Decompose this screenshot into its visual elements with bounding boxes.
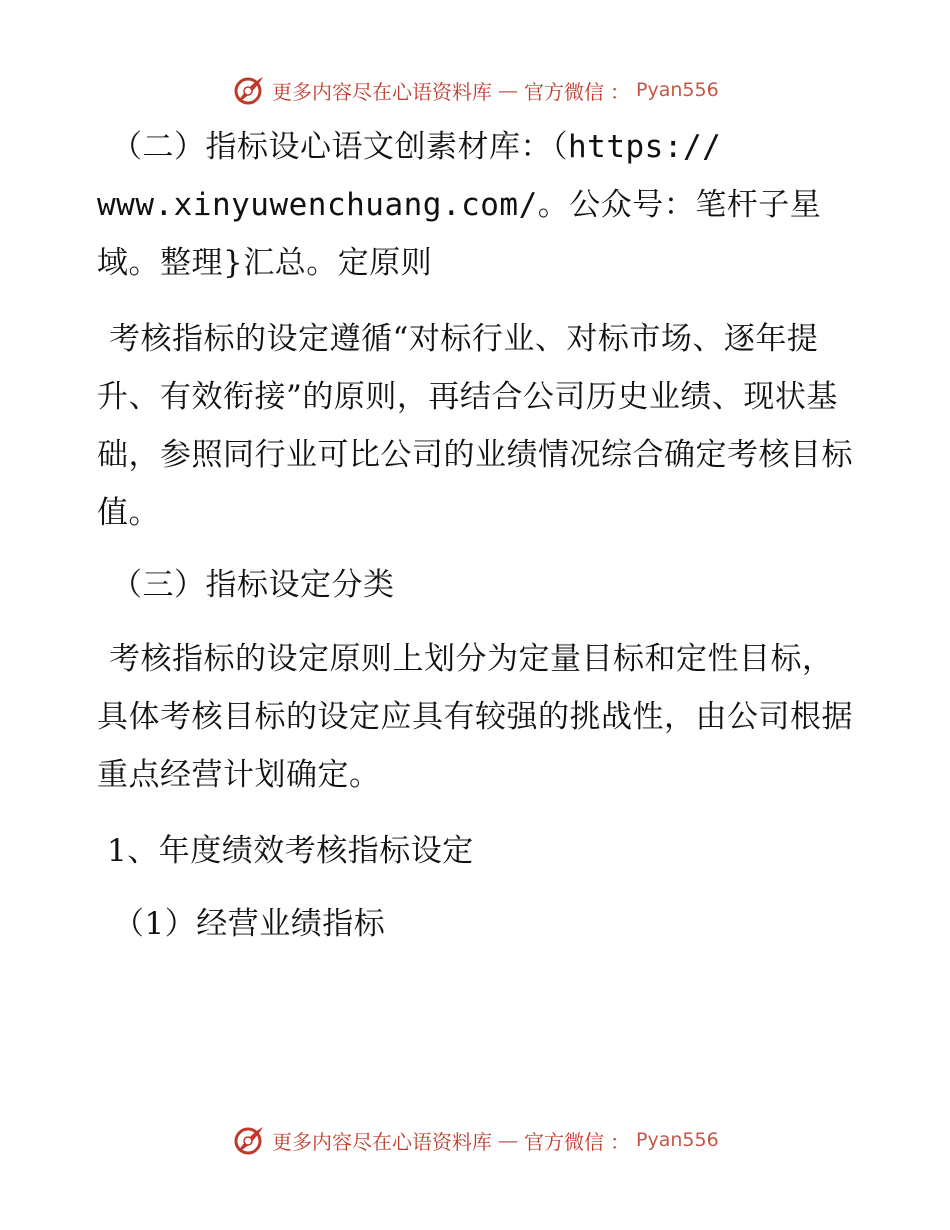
paragraph-indicator-setting xyxy=(97,118,857,292)
p1-text-b: 。公众号：笔杆子星 xyxy=(537,187,822,223)
paragraph-principles: 考核指标的设定遵循“对标行业、对标市场、逐年提升、有效衔接”的原则，再结合公司历史业绩、现状基础，参照同行业可比公司的业绩情况综合确定考核目标值。 xyxy=(97,321,853,531)
banner-channel: 官方微信 xyxy=(524,79,604,104)
footer-banner xyxy=(232,1122,719,1158)
banner-channel: 官方微信 xyxy=(524,1129,604,1154)
paragraph-classification: 考核指标的设定原则上划分为定量目标和定性目标，具体考核目标的设定应具有较强的挑战性，由公司根据重点经营计划确定。 xyxy=(97,641,853,793)
quill-logo-icon xyxy=(232,1123,266,1157)
banner-dash: — xyxy=(498,1128,518,1152)
banner-wechat-id: Pyan556 xyxy=(636,1129,719,1151)
url-part-2[interactable]: www.xinyuwenchuang.com/ xyxy=(97,187,538,223)
heading-annual-indicators: 1、年度绩效考核指标设定 xyxy=(107,833,474,869)
heading-business-indicators: （1）经营业绩指标 xyxy=(113,906,386,942)
p1-line-1 xyxy=(97,118,857,176)
p1-text-a: （二）指标设心语文创素材库：（ xyxy=(111,129,568,165)
banner-wechat-id: Pyan556 xyxy=(636,79,719,101)
header-banner xyxy=(232,72,719,108)
url-part-1[interactable]: https:// xyxy=(568,129,722,165)
banner-lead-text: 更多内容尽在心语资料库 xyxy=(272,1129,492,1154)
banner-separator: ： xyxy=(610,79,630,104)
banner-lead-text: 更多内容尽在心语资料库 xyxy=(272,79,492,104)
quill-logo-icon xyxy=(232,73,266,107)
p1-line-2 xyxy=(97,176,857,234)
p1-line-3: 域。整理}汇总。定原则 xyxy=(97,245,433,281)
banner-dash: — xyxy=(498,78,518,102)
heading-classification: （三）指标设定分类 xyxy=(111,567,395,603)
banner-separator: ： xyxy=(610,1129,630,1154)
